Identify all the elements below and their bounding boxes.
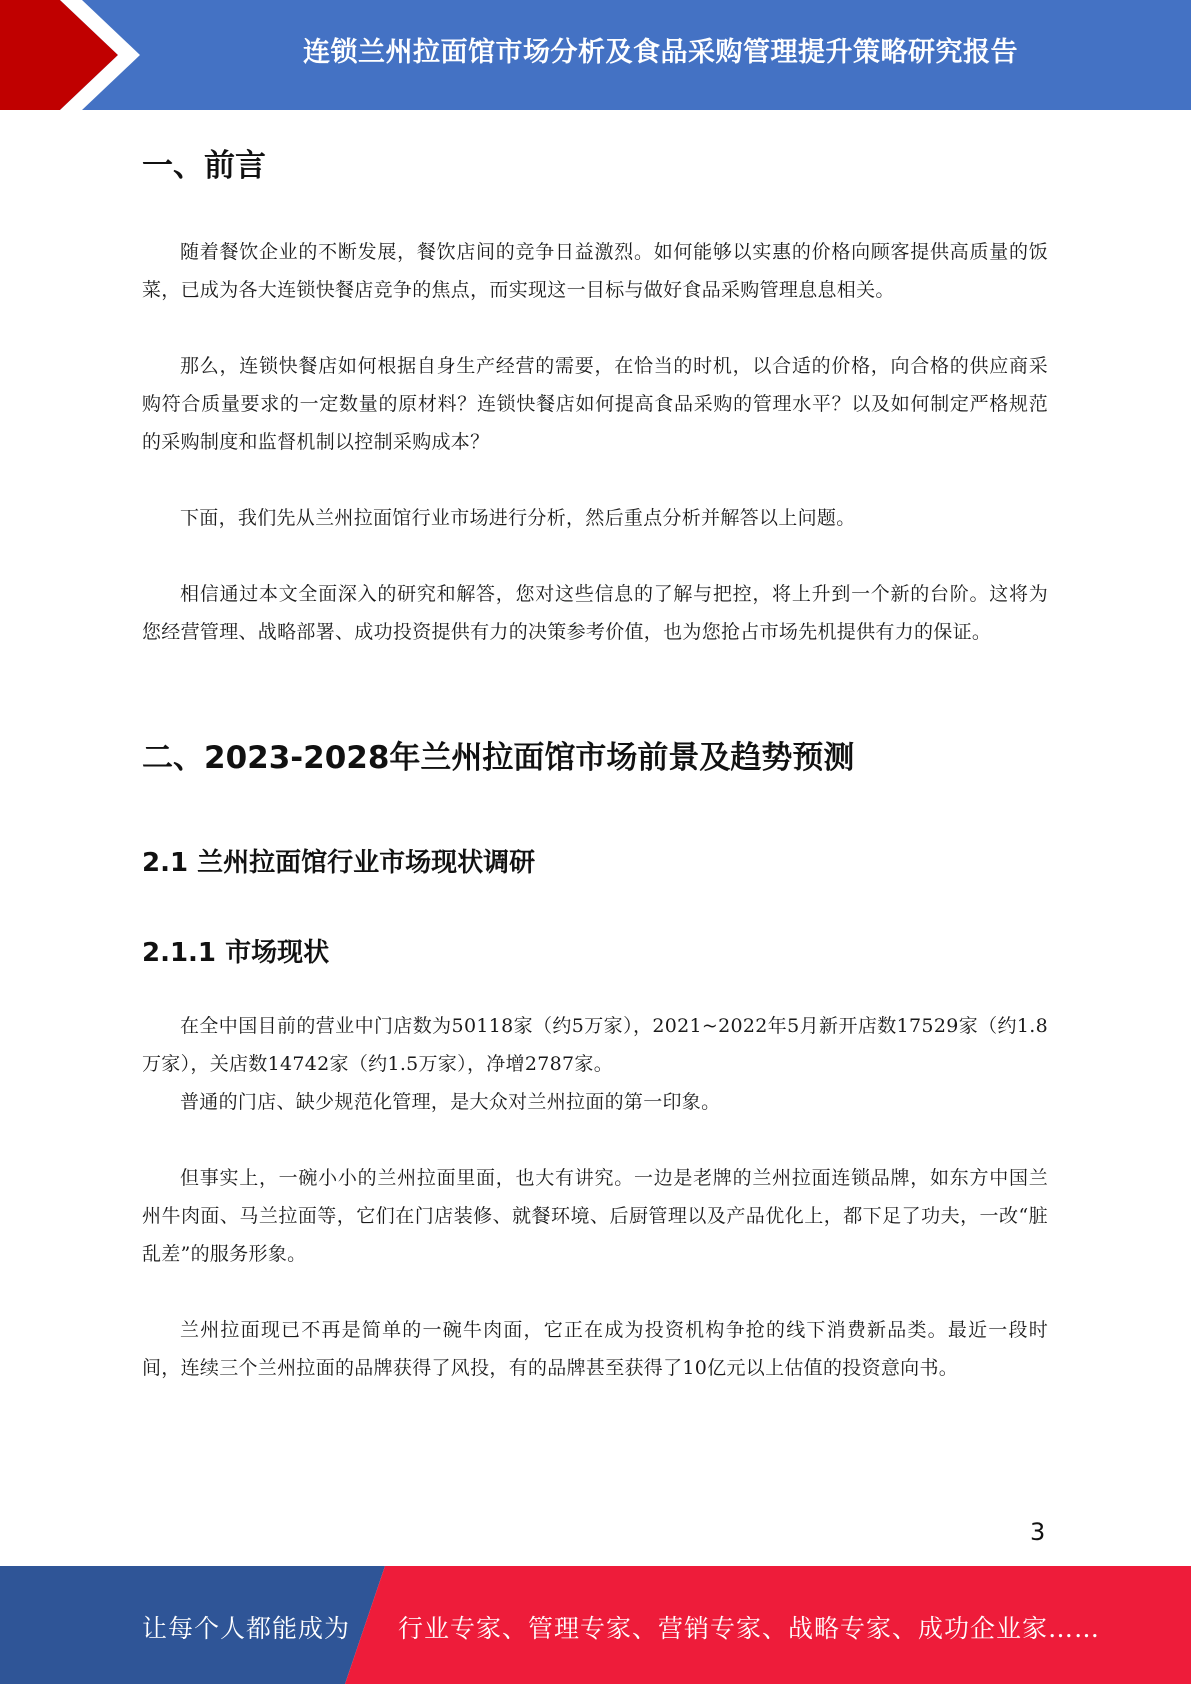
subsection-heading: 2.1 兰州拉面馆行业市场现状调研 bbox=[142, 848, 536, 878]
paragraph: 在全中国目前的营业中门店数为50118家（约5万家），2021~2022年5月新开店数17529家（约1.8万家），关店数14742家（约1.5万家），净增2787家。 bbox=[142, 1015, 1048, 1075]
paragraph: 下面，我们先从兰州拉面馆行业市场进行分析，然后重点分析并解答以上问题。 bbox=[180, 507, 856, 529]
section-heading-forecast: 二、2023-2028年兰州拉面馆市场前景及趋势预测 bbox=[142, 740, 855, 776]
paragraph: 相信通过本文全面深入的研究和解答，您对这些信息的了解与把控，将上升到一个新的台阶。这将为您经营管理、战略部署、成功投资提供有力的决策参考价值，也为您抢占市场先机提供有力的保证。 bbox=[142, 583, 1048, 643]
footer-slogan-left: 让每个人都能成为 bbox=[142, 1614, 351, 1643]
section-heading-preface: 一、前言 bbox=[142, 148, 266, 184]
paragraph: 那么，连锁快餐店如何根据自身生产经营的需要，在恰当的时机，以合适的价格，向合格的供应商采购符合质量要求的一定数量的原材料？连锁快餐店如何提高食品采购的管理水平？以及如何制定严格规范的采购制度和监督机制以控制采购成本？ bbox=[142, 355, 1048, 453]
paragraph: 随着餐饮企业的不断发展，餐饮店间的竞争日益激烈。如何能够以实惠的价格向顾客提供高质量的饭菜，已成为各大连锁快餐店竞争的焦点，而实现这一目标与做好食品采购管理息息相关。 bbox=[142, 241, 1048, 301]
footer-slogan-right: 行业专家、管理专家、营销专家、战略专家、成功企业家…… bbox=[398, 1614, 1101, 1643]
header-chevron-decoration bbox=[0, 0, 160, 110]
subsubsection-heading: 2.1.1 市场现状 bbox=[142, 938, 330, 968]
report-title: 连锁兰州拉面馆市场分析及食品采购管理提升策略研究报告 bbox=[303, 37, 1018, 68]
page-footer bbox=[0, 1566, 1191, 1684]
page-header bbox=[0, 0, 1191, 110]
paragraph: 普通的门店、缺少规范化管理，是大众对兰州拉面的第一印象。 bbox=[180, 1091, 721, 1113]
paragraph: 兰州拉面现已不再是简单的一碗牛肉面，它正在成为投资机构争抢的线下消费新品类。最近一段时间，连续三个兰州拉面的品牌获得了风投，有的品牌甚至获得了10亿元以上估值的投资意向书。 bbox=[142, 1319, 1048, 1379]
paragraph: 但事实上，一碗小小的兰州拉面里面，也大有讲究。一边是老牌的兰州拉面连锁品牌，如东方中国兰州牛肉面、马兰拉面等，它们在门店装修、就餐环境、后厨管理以及产品优化上，都下足了功夫，一改“脏乱差”的服务形象。 bbox=[142, 1167, 1048, 1265]
page-number: 3 bbox=[1030, 1518, 1046, 1546]
